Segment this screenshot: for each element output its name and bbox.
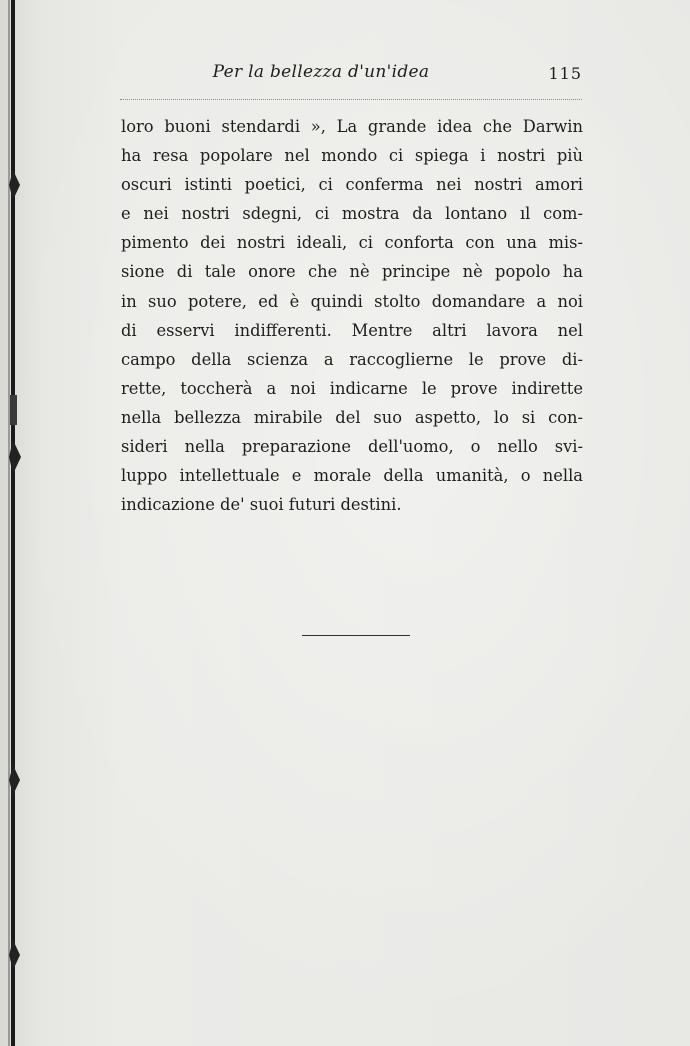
text-line: e nei nostri sdegni, ci mostra da lontano ıl com- bbox=[121, 204, 583, 224]
page-number: 115 bbox=[548, 64, 582, 83]
text-line: campo della scienza a raccoglierne le prove di- bbox=[121, 349, 583, 369]
text-line: loro buoni stendardi », La grande idea che Darwin bbox=[121, 117, 583, 136]
text-line: nella bellezza mirabile del suo aspetto, lo si con- bbox=[121, 407, 583, 427]
text-line: sideri nella preparazione dell'uomo, o nello svi- bbox=[121, 437, 583, 457]
running-head bbox=[120, 62, 582, 92]
section-end-rule bbox=[302, 635, 410, 636]
binding-spine bbox=[8, 0, 22, 1046]
text-line: sione di tale onore che nè principe nè popolo ha bbox=[121, 262, 583, 282]
running-title: Per la bellezza d'un'idea bbox=[212, 62, 430, 82]
text-line: luppo intellettuale e morale della umanità, o nella bbox=[121, 466, 583, 486]
text-line: indicazione de' suoi futuri destini. bbox=[121, 495, 402, 515]
text-line: pimento dei nostri ideali, ci conforta con una mis- bbox=[121, 233, 583, 253]
header-dotted-rule bbox=[120, 99, 582, 100]
text-line: di esservi indifferenti. Mentre altri lavora nel bbox=[121, 320, 583, 340]
body-text bbox=[121, 112, 583, 519]
text-line: ha resa popolare nel mondo ci spiega i nostri più bbox=[121, 146, 583, 166]
text-line: oscuri istinti poetici, ci conferma nei nostri amori bbox=[121, 175, 583, 195]
text-line: in suo potere, ed è quindi stolto domandare a noi bbox=[121, 291, 583, 311]
text-line: rette, toccherà a noi indicarne le prove indirette bbox=[121, 378, 583, 398]
